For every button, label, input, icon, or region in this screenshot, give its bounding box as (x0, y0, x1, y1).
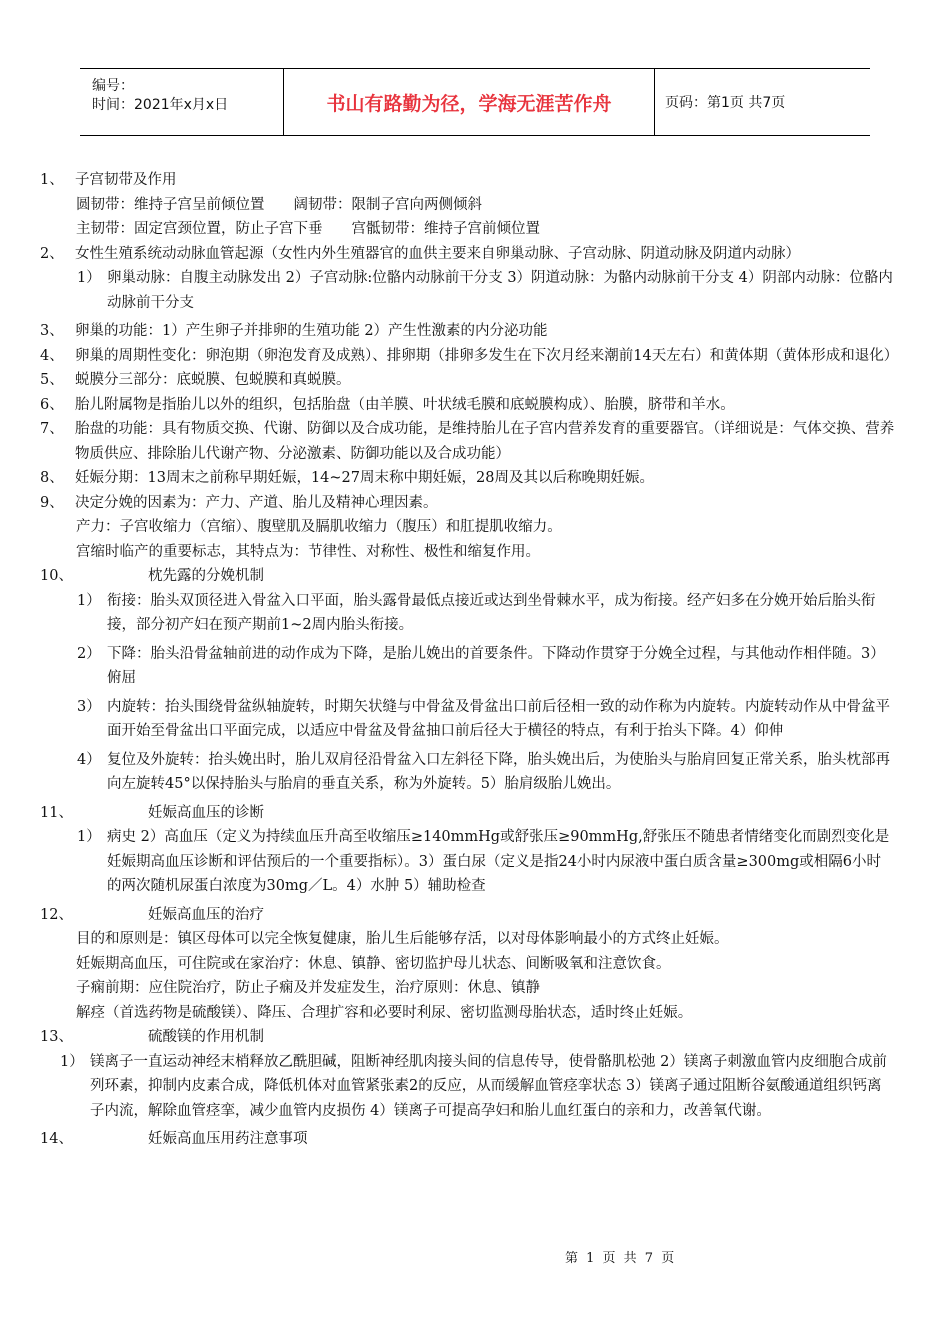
paragraph-text: 圆韧带：维持子宫呈前倾位置 阔韧带：限制子宫向两侧倾斜 (76, 196, 482, 213)
paragraph-text: 复位及外旋转：抬头娩出时，胎儿双肩径沿骨盆入口左斜径下降，胎头娩出后，为使胎头与胎肩回复正常关系，胎头枕部再向左旋转45°以保持胎头与胎肩的垂直关系，称为外旋转。5）胎肩级胎儿娩出。 (107, 751, 890, 792)
paragraph-text: 妊娠期高血压，可住院或在家治疗：休息、镇静、密切监护母儿状态、间断吸氧和注意饮食。 (76, 955, 671, 972)
paragraph-number: 3、 (40, 323, 64, 339)
paragraph-number: 12、 (40, 906, 73, 923)
paragraph (40, 242, 895, 267)
paragraph (40, 540, 895, 565)
paragraph-text: 女性生殖系统动动脉血管起源（女性内外生殖器官的血供主要来自卵巢动脉、子宫动脉、阴道动脉及阴道内动脉） (75, 245, 800, 262)
paragraph (40, 266, 895, 315)
paragraph-text: 卵巢的周期性变化：卵泡期（卵泡发育及成熟）、排卵期（排卵多发生在下次月经来潮前14天左右）和黄体期（黄体形成和退化） (75, 347, 899, 364)
paragraph-text: 妊娠高血压的诊断 (148, 804, 264, 821)
paragraph-text: 病史 2）高血压（定义为持续血压升高至收缩压≥140mmHg或舒张压≥90mmHg,舒张压不随患者情绪变化而剧烈变化是妊娠期高血压诊断和评估预后的一个重要指标）。3）蛋白尿（定义是指24小时内尿液中蛋白质含量≥300mg或相隔6小时的两次随机尿蛋白浓度为30mg／L。4）水肿 5）辅助检查 (107, 829, 890, 894)
document-header (80, 68, 870, 136)
paragraph-number: 13、 (40, 1029, 73, 1045)
paragraph-text: 主韧带：固定宫颈位置，防止子宫下垂 宫骶韧带：维持子宫前倾位置 (76, 221, 540, 237)
paragraph-number: 7、 (40, 421, 64, 437)
paragraph (40, 168, 895, 193)
paragraph (40, 952, 895, 977)
paragraph-number: 5、 (40, 372, 64, 388)
paragraph (40, 825, 895, 899)
paragraph (40, 466, 895, 491)
paragraph-text: 子痫前期：应住院治疗，防止子痫及并发症发生，治疗原则：休息、镇静 (76, 980, 540, 996)
paragraph-text: 解痉（首选药物是硫酸镁）、降压、合理扩容和必要时利尿、密切监测母胎状态，适时终止妊娠。 (76, 1004, 693, 1021)
page-footer: 第 1 页 共 7 页 (565, 1251, 677, 1266)
paragraph-text: 胎儿附属物是指胎儿以外的组织，包括胎盘（由羊膜、叶状绒毛膜和底蜕膜构成）、胎膜，脐带和羊水。 (75, 396, 735, 413)
paragraph (40, 417, 895, 466)
paragraph (40, 1025, 895, 1050)
paragraph-number: 1、 (40, 172, 64, 188)
paragraph-text: 妊娠高血压用药注意事项 (148, 1131, 308, 1147)
paragraph-text: 下降：胎头沿骨盆轴前进的动作成为下降，是胎儿娩出的首要条件。下降动作贯穿于分娩全过程，与其他动作相伴随。3）俯屈 (107, 645, 885, 686)
header-motto: 书山有路勤为径，学海无涯苦作舟 (326, 92, 612, 115)
paragraph-text: 衔接：胎头双顶径进入骨盆入口平面，胎头露骨最低点接近或达到坐骨棘水平，成为衔接。经产妇多在分娩开始后胎头衔接，部分初产妇在预产期前1~2周内胎头衔接。 (107, 592, 876, 633)
paragraph-text: 内旋转：抬头围绕骨盆纵轴旋转，时期矢状缝与中骨盆及骨盆出口前后径相一致的动作称为内旋转。内旋转动作从中骨盆平面开始至骨盆出口平面完成，以适应中骨盆及骨盆抽口前后径大于横径的特点，有利于抬头下降。4）仰伸 (107, 698, 890, 739)
paragraph (40, 1001, 895, 1026)
paragraph-text: 卵巢动脉：自腹主动脉发出 2）子宫动脉:位骼内动脉前干分支 3）阴道动脉：为骼内动脉前干分支 4）阴部内动脉：位骼内动脉前干分支 (107, 270, 893, 311)
paragraph-number: 8、 (40, 470, 64, 486)
paragraph-text: 硫酸镁的作用机制 (148, 1029, 264, 1045)
paragraph-number: 6、 (40, 396, 64, 413)
paragraph (40, 1050, 895, 1124)
paragraph-text: 胎盘的功能：具有物质交换、代谢、防御以及合成功能，是维持胎儿在子宫内营养发育的重要器官。（详细说是：气体交换、营养物质供应、排除胎儿代谢产物、分泌激素、防御功能以及合成功能） (75, 421, 895, 462)
paragraph (40, 642, 895, 691)
paragraph-text: 妊娠分期：13周末之前称早期妊娠，14~27周末称中期妊娠，28周及其以后称晚期妊娠。 (75, 470, 654, 486)
paragraph-number: 9、 (40, 494, 64, 511)
paragraph-number: 1） (77, 270, 101, 286)
paragraph (40, 491, 895, 516)
header-meta (80, 69, 283, 135)
paragraph (40, 319, 895, 344)
paragraph-number: 1） (77, 592, 101, 609)
paragraph (40, 393, 895, 418)
paragraph-text: 枕先露的分娩机制 (148, 568, 264, 584)
paragraph (40, 695, 895, 744)
paragraph-text: 决定分娩的因素为：产力、产道、胎儿及精神心理因素。 (75, 494, 438, 511)
paragraph-number: 10、 (40, 568, 73, 584)
paragraph-text: 镁离子一直运动神经末梢释放乙酰胆碱，阻断神经肌肉接头间的信息传导，使骨骼肌松弛 2）镁离子刺激血管内皮细胞合成前列环素，抑制内皮素合成，降低机体对血管紧张素2的反应，从而缓解血管痉挛状态 3）镁离子通过阻断谷氨酸通道组织钙离子内流，解除血管痉挛，减少血管内皮损伤 4）镁离子可提高孕妇和胎儿血红蛋白的亲和力，改善氧代谢。 (90, 1053, 887, 1119)
paragraph-number: 14、 (40, 1131, 73, 1147)
paragraph-number: 3） (77, 698, 101, 715)
paragraph (40, 903, 895, 928)
paragraph (40, 564, 895, 589)
header-number: 编号： (92, 78, 134, 94)
paragraph-text: 妊娠高血压的治疗 (148, 906, 264, 923)
paragraph-number: 2） (77, 645, 101, 662)
paragraph (40, 976, 895, 1001)
paragraph (40, 748, 895, 797)
paragraph (40, 217, 895, 242)
paragraph (40, 927, 895, 952)
paragraph-number: 1） (77, 829, 101, 845)
paragraph-number: 4） (77, 751, 101, 768)
paragraph (40, 801, 895, 826)
paragraph (40, 1127, 895, 1152)
paragraph-text: 产力：子宫收缩力（宫缩）、腹壁肌及膈肌收缩力（腹压）和肛提肌收缩力。 (76, 519, 562, 535)
paragraph-number: 4、 (40, 347, 64, 364)
paragraph-text: 卵巢的功能：1）产生卵子并排卵的生殖功能 2）产生性激素的内分泌功能 (75, 323, 548, 339)
paragraph (40, 193, 895, 218)
paragraph-number: 2、 (40, 245, 64, 262)
paragraph (40, 515, 895, 540)
document-body (40, 168, 899, 1152)
paragraph (40, 368, 895, 393)
header-page-number: 页码：第1页 共7页 (665, 95, 786, 111)
paragraph (40, 344, 899, 369)
paragraph-text: 宫缩时临产的重要标志，其特点为：节律性、对称性、极性和缩复作用。 (76, 543, 540, 560)
header-date: 时间：2021年x月x日 (92, 97, 229, 113)
paragraph-text: 子宫韧带及作用 (75, 172, 177, 188)
paragraph-text: 目的和原则是：镇区母体可以完全恢复健康，胎儿生后能够存活，以对母体影响最小的方式终止妊娠。 (76, 931, 729, 947)
paragraph-text: 蜕膜分三部分：底蜕膜、包蜕膜和真蜕膜。 (75, 372, 351, 388)
paragraph (40, 589, 895, 638)
paragraph-number: 1） (60, 1053, 84, 1070)
paragraph-number: 11、 (40, 804, 73, 821)
